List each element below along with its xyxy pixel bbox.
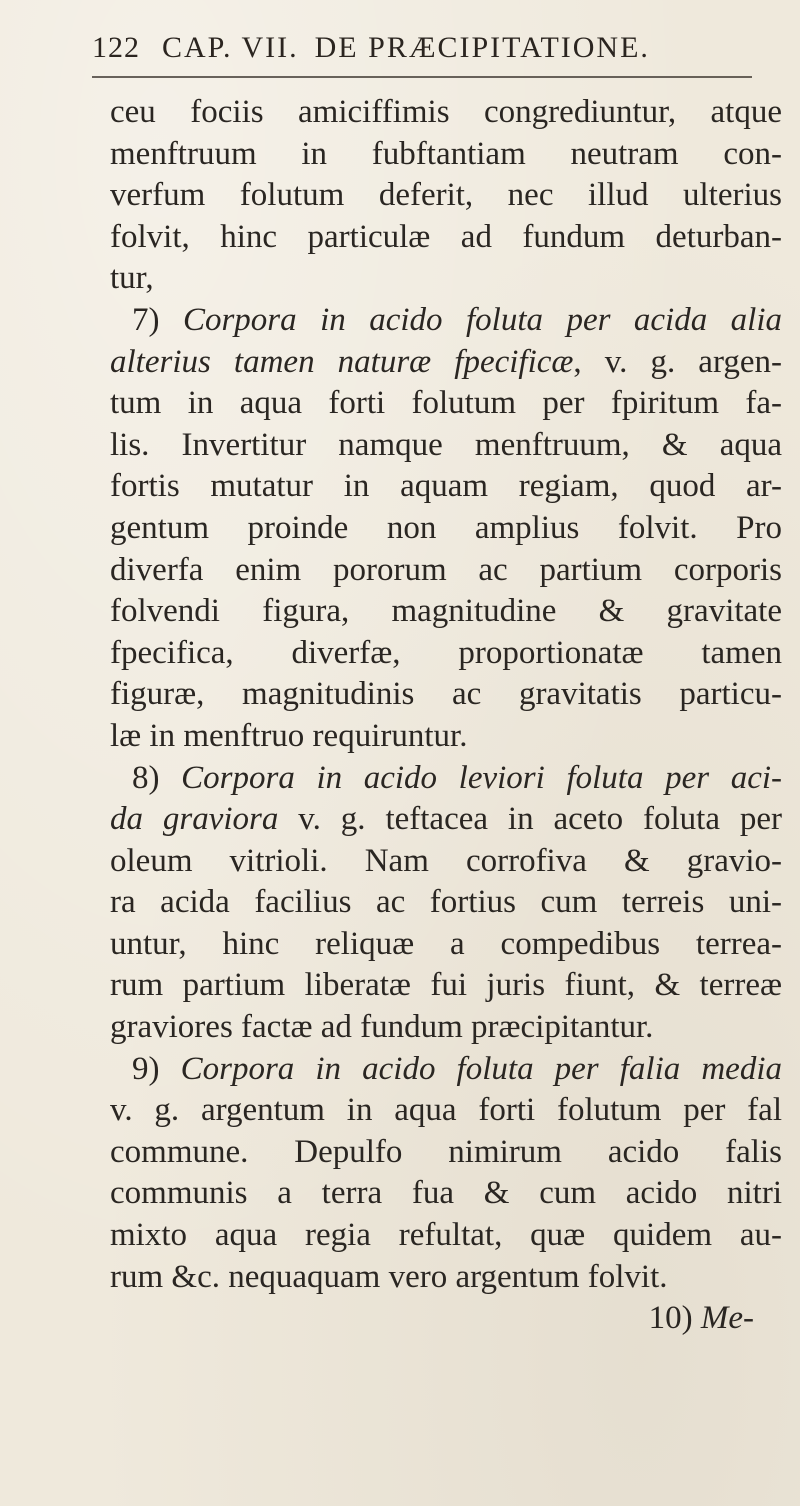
text-line: [110, 799, 782, 841]
line-text: ceu fociis amiciffimis congrediuntur, atque: [110, 94, 782, 130]
italic-heading-text: Corpora in acido foluta per falia media: [180, 1050, 782, 1087]
italic-heading-text: da graviora: [110, 801, 279, 838]
line-text: folvendi figura, magnitudine & gravitate: [110, 593, 782, 630]
line-text: folvit, hinc particulæ ad fundum deturban-: [110, 218, 782, 255]
line-text: gentum proinde non amplius folvit. Pro: [110, 509, 782, 546]
text-line: [110, 342, 782, 384]
text-line: [110, 383, 782, 425]
text-line: [110, 1173, 782, 1215]
chapter-label: CAP. VII.: [162, 31, 299, 64]
line-text: rum partium liberatæ fui juris fiunt, & terreæ: [110, 967, 782, 1004]
page-number: 122: [92, 31, 140, 64]
line-text: commune. Depulfo nimirum acido falis: [110, 1133, 782, 1170]
line-text: figuræ, magnitudinis ac gravitatis particu-: [110, 676, 782, 713]
line-text: graviores factæ ad fundum præcipitantur.: [110, 1009, 654, 1046]
catchword-text: Me-: [700, 1300, 754, 1337]
italic-heading-text: Corpora in acido foluta per acida alia: [182, 301, 782, 338]
text-line: [110, 674, 782, 716]
running-head: [92, 26, 762, 70]
italic-heading-text: alterius tamen naturæ fpecificæ: [110, 343, 574, 380]
text-line: [110, 258, 782, 300]
line-text: untur, hinc reliquæ a compedibus terrea-: [110, 925, 782, 962]
text-line: [110, 882, 782, 924]
catchword-number: 10): [648, 1300, 701, 1337]
line-text: menftruum in fubftantiam neutram con-: [110, 135, 782, 172]
text-line: [110, 758, 782, 800]
text-line: [110, 92, 782, 134]
line-text: rum &c. nequaquam vero argentum folvit.: [110, 1258, 668, 1295]
header-rule: [92, 76, 752, 78]
text-line: [110, 965, 782, 1007]
text-line: [110, 1049, 782, 1091]
line-text: verfum folutum deferit, nec illud ulterius: [110, 177, 782, 214]
text-line: [110, 134, 782, 176]
text-line: [110, 841, 782, 883]
text-line: [110, 175, 782, 217]
text-line: [110, 924, 782, 966]
line-text: fpecifica, diverfæ, proportionatæ tamen: [110, 634, 782, 671]
line-text: ra acida facilius ac fortius cum terreis uni-: [110, 884, 782, 921]
catchword: [110, 1298, 782, 1340]
text-line: [110, 300, 782, 342]
text-line: [110, 508, 782, 550]
line-text: diverfa enim pororum ac partium corporis: [110, 551, 782, 588]
text-line: [110, 466, 782, 508]
text-line: [110, 1132, 782, 1174]
text-line: [110, 633, 782, 675]
text-line: [110, 1007, 782, 1049]
text-line: [110, 1215, 782, 1257]
text-line: [110, 217, 782, 259]
text-line: [110, 716, 782, 758]
text-line: [110, 550, 782, 592]
italic-heading-text: Corpora in acido leviori foluta per aci-: [181, 759, 782, 796]
line-text: communis a terra fua & cum acido nitri: [110, 1175, 782, 1212]
line-text: mixto aqua regia refultat, quæ quidem au-: [110, 1217, 782, 1254]
chapter-title: DE PRÆCIPITATIONE.: [314, 31, 650, 64]
section-number: 9): [132, 1050, 181, 1087]
line-text: oleum vitrioli. Nam corrofiva & gravio-: [110, 842, 782, 879]
text-line: [110, 1090, 782, 1132]
section-number: 7): [132, 301, 183, 338]
text-line: [110, 425, 782, 467]
text-line: [110, 1257, 782, 1299]
text-line: [110, 591, 782, 633]
line-text: fortis mutatur in aquam regiam, quod ar-: [110, 468, 782, 505]
body-text: [110, 92, 782, 1340]
line-text: lis. Invertitur namque menftruum, & aqua: [110, 426, 782, 463]
line-text: tum in aqua forti folutum per fpiritum fa-: [110, 385, 782, 422]
line-text: , v. g. argen-: [573, 343, 782, 380]
line-text: v. g. argentum in aqua forti folutum per fal: [110, 1092, 782, 1129]
line-text: læ in menftruo requiruntur.: [110, 717, 468, 754]
section-number: 8): [132, 759, 182, 796]
line-text: tur,: [110, 260, 154, 297]
line-text: v. g. teftacea in aceto foluta per: [278, 801, 782, 838]
